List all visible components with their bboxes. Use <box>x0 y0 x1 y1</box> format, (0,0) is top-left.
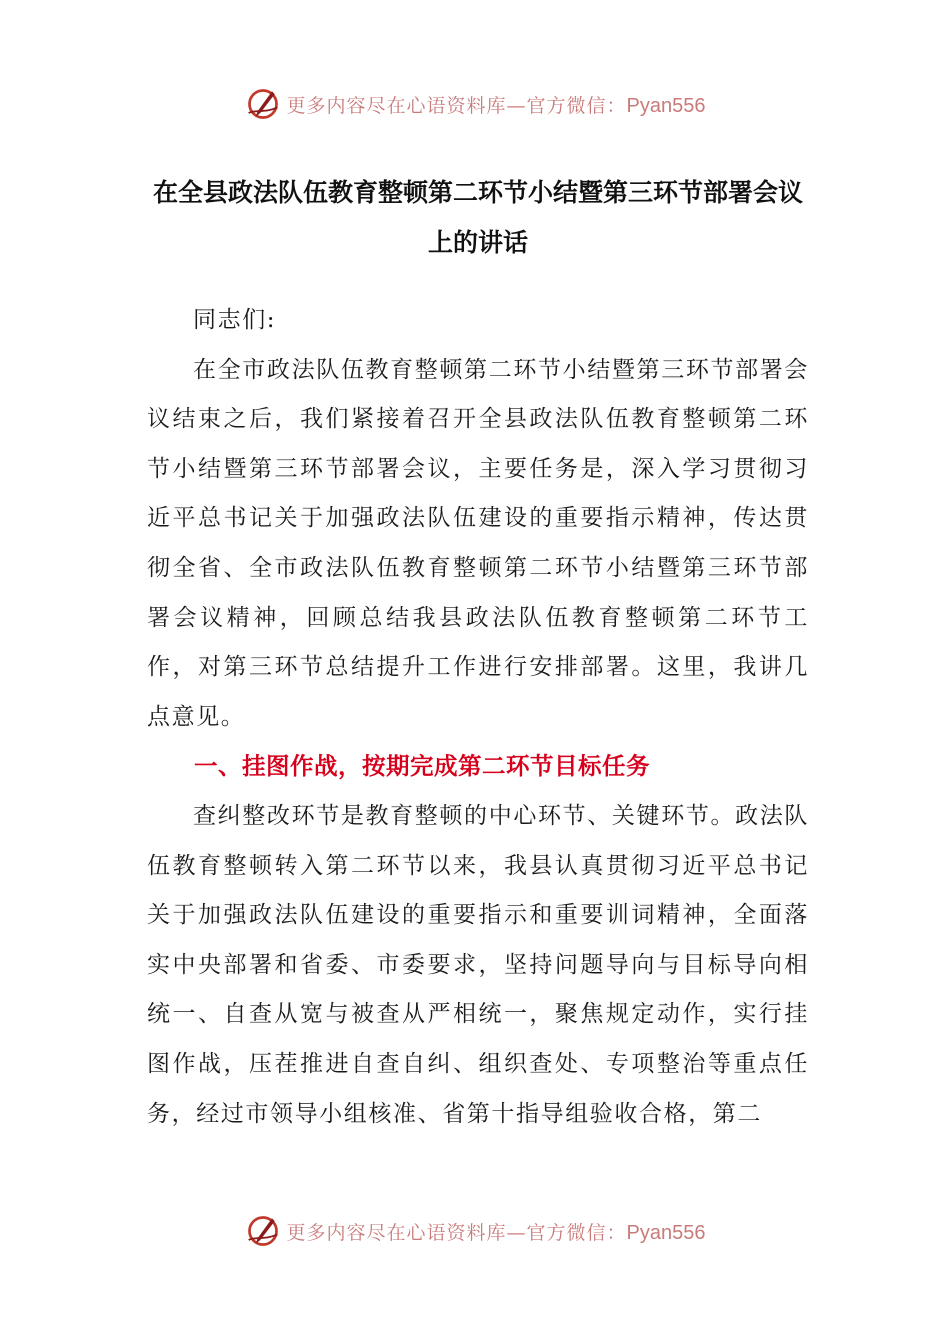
document-title: 在全县政法队伍教育整顿第二环节小结暨第三环节部署会议上的讲话 <box>152 178 803 257</box>
footer-watermark <box>0 1211 950 1251</box>
paragraph-1: 在全市政法队伍教育整顿第二环节小结暨第三环节部署会议结束之后，我们紧接着召开全县政法队伍教育整顿第二环节小结暨第三环节部署会议，主要任务是，深入学习贯彻习近平总书记关于加强政法队伍建设的重要指示精神，传达贯彻全省、全市政法队伍教育整顿第二环节小结暨第三环节部署会议精神，回顾总结我县政法队伍教育整顿第二环节工作，对第三环节总结提升工作进行安排部署。这里，我讲几点意见。 <box>147 356 809 730</box>
watermark-text: 更多内容尽在心语资料库—官方微信：Pyan556 <box>286 94 706 117</box>
salutation: 同志们: <box>193 307 277 333</box>
paragraph-2: 查纠整改环节是教育整顿的中心环节、关键环节。政法队伍教育整顿转入第二环节以来，我县认真贯彻习近平总书记关于加强政法队伍建设的重要指示和重要训词精神，全面落实中央部署和省委、市委要求，坚持问题导向与目标导向相统一、自查从宽与被查从严相统一，聚焦规定动作，实行挂图作战，压茬推进自查自纠、组织查处、专项整治等重点任务，经过市领导小组核准、省第十指导组验收合格，第二 <box>147 802 809 1127</box>
quill-pen-logo-icon <box>245 86 281 122</box>
document-body <box>147 296 809 1139</box>
quill-pen-logo-icon <box>245 1213 281 1249</box>
wechat-id: Pyan556 <box>626 1221 706 1244</box>
header-watermark <box>0 84 950 124</box>
watermark-text: 更多内容尽在心语资料库—官方微信：Pyan556 <box>286 1221 706 1244</box>
section-heading-1: 一、挂图作战，按期完成第二环节目标任务 <box>194 752 650 781</box>
wechat-id: Pyan556 <box>626 94 706 117</box>
